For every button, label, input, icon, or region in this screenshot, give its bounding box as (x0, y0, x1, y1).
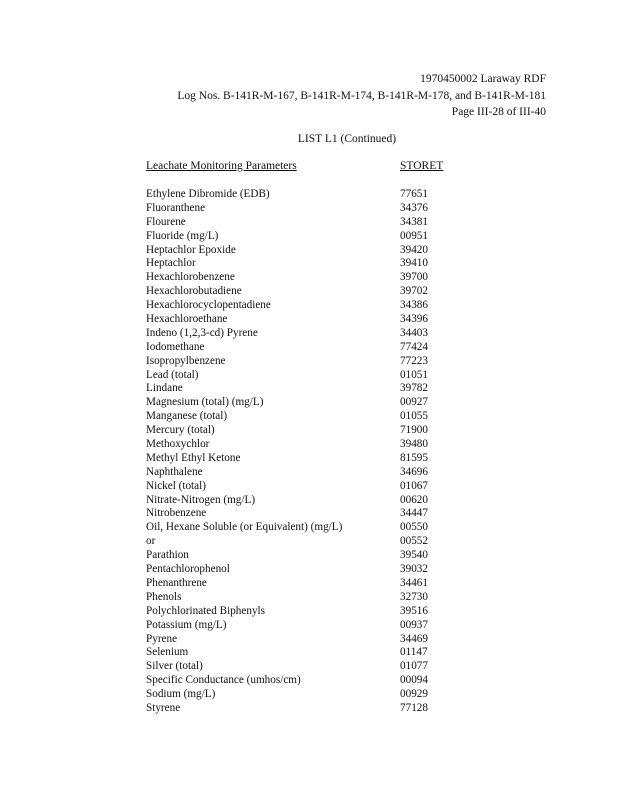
table-row (146, 452, 466, 466)
table-row (146, 410, 466, 424)
parameter-name: Hexachlorobutadiene (146, 285, 242, 298)
table-row (146, 605, 466, 619)
parameter-name: Parathion (146, 549, 189, 562)
storet-code: 34381 (400, 215, 428, 228)
table-row (146, 299, 466, 313)
table-row (146, 369, 466, 383)
storet-code: 01051 (400, 368, 428, 381)
parameter-name: Naphthalene (146, 465, 203, 478)
parameter-name: Heptachlor (146, 257, 196, 270)
table-row (146, 494, 466, 508)
parameter-name: Magnesium (total) (mg/L) (146, 396, 264, 409)
table-row (146, 688, 466, 702)
parameter-name: Potassium (mg/L) (146, 618, 227, 631)
parameter-name: Iodomethane (146, 340, 205, 353)
list-title: LIST L1 (Continued) (297, 133, 397, 145)
storet-code: 34403 (400, 326, 428, 339)
parameter-name: Specific Conductance (umhos/cm) (146, 674, 301, 687)
storet-code: 77424 (400, 340, 428, 353)
parameter-name: Lead (total) (146, 368, 199, 381)
table-row (146, 535, 466, 549)
table-row (146, 216, 466, 230)
storet-code: 01055 (400, 410, 428, 423)
parameter-name: Polychlorinated Biphenyls (146, 604, 266, 617)
table-row (146, 396, 466, 410)
parameter-name: Selenium (146, 646, 189, 659)
parameter-name: Nickel (total) (146, 479, 206, 492)
parameter-name: Hexachlorobenzene (146, 271, 235, 284)
parameter-name: Fluoride (mg/L) (146, 229, 219, 242)
storet-code: 39702 (400, 285, 428, 298)
storet-code: 39032 (400, 563, 428, 576)
parameter-name: Silver (total) (146, 660, 203, 673)
table-row (146, 271, 466, 285)
column-header-storet: STORET (400, 160, 444, 172)
parameter-name: Isopropylbenzene (146, 354, 226, 367)
table-row (146, 382, 466, 396)
table-row (146, 674, 466, 688)
storet-code: 77223 (400, 354, 428, 367)
parameter-name: Phenanthrene (146, 576, 207, 589)
table-row (146, 507, 466, 521)
storet-code: 77128 (400, 701, 428, 714)
storet-code: 77651 (400, 188, 428, 200)
parameter-name: Indeno (1,2,3-cd) Pyrene (146, 326, 258, 339)
table-row (146, 188, 466, 202)
parameter-name: Methyl Ethyl Ketone (146, 451, 241, 464)
table-row (146, 313, 466, 327)
parameter-name: Sodium (mg/L) (146, 688, 216, 701)
header-facility-id: 1970450002 Laraway RDF (420, 73, 546, 85)
storet-code: 00927 (400, 396, 428, 409)
table-row (146, 480, 466, 494)
storet-code: 34447 (400, 507, 428, 520)
storet-code: 39782 (400, 382, 428, 395)
storet-code: 34396 (400, 313, 428, 326)
parameter-name: Ethylene Dibromide (EDB) (146, 188, 270, 200)
storet-code: 39480 (400, 438, 428, 451)
parameter-name: Hexachloroethane (146, 313, 228, 326)
storet-code: 39410 (400, 257, 428, 270)
storet-code: 00552 (400, 535, 428, 548)
storet-code: 00094 (400, 674, 428, 687)
parameter-name: Hexachlorocyclopentadiene (146, 299, 271, 312)
parameter-name: Manganese (total) (146, 410, 228, 423)
parameter-list (146, 188, 466, 716)
storet-code: 32730 (400, 590, 428, 603)
table-row (146, 646, 466, 660)
table-row (146, 202, 466, 216)
storet-code: 34376 (400, 201, 428, 214)
table-row (146, 577, 466, 591)
table-row (146, 619, 466, 633)
parameter-name: Nitrate-Nitrogen (mg/L) (146, 493, 256, 506)
parameter-name: Oil, Hexane Soluble (or Equivalent) (mg/L) (146, 521, 343, 534)
table-row (146, 466, 466, 480)
table-row (146, 285, 466, 299)
storet-code: 71900 (400, 424, 428, 437)
table-row (146, 230, 466, 244)
table-row (146, 549, 466, 563)
storet-code: 39516 (400, 604, 428, 617)
storet-code: 00929 (400, 688, 428, 701)
storet-code: 00937 (400, 618, 428, 631)
table-row (146, 244, 466, 258)
table-row (146, 702, 466, 716)
header-log-numbers: Log Nos. B-141R-M-167, B-141R-M-174, B-141R-M-178, and B-141R-M-181 (177, 90, 546, 102)
storet-code: 00620 (400, 493, 428, 506)
parameter-name: Fluoranthene (146, 201, 206, 214)
storet-code: 34386 (400, 299, 428, 312)
storet-code: 00951 (400, 229, 428, 242)
table-row (146, 438, 466, 452)
column-header-parameter: Leachate Monitoring Parameters (146, 160, 297, 172)
table-row (146, 257, 466, 271)
parameter-name: Styrene (146, 701, 181, 714)
parameter-name: Flourene (146, 215, 186, 228)
table-row (146, 341, 466, 355)
parameter-name: Methoxychlor (146, 438, 210, 451)
parameter-name: Pyrene (146, 632, 178, 645)
storet-code: 00550 (400, 521, 428, 534)
parameter-name: or (146, 535, 156, 548)
parameter-name: Heptachlor Epoxide (146, 243, 236, 256)
storet-code: 34469 (400, 632, 428, 645)
table-row (146, 327, 466, 341)
storet-code: 01067 (400, 479, 428, 492)
storet-code: 39700 (400, 271, 428, 284)
storet-code: 34696 (400, 465, 428, 478)
storet-code: 01077 (400, 660, 428, 673)
parameter-name: Nitrobenzene (146, 507, 207, 520)
table-row (146, 424, 466, 438)
parameter-name: Lindane (146, 382, 183, 395)
table-row (146, 591, 466, 605)
storet-code: 81595 (400, 451, 428, 464)
table-row (146, 633, 466, 647)
parameter-name: Pentachlorophenol (146, 563, 230, 576)
parameter-name: Phenols (146, 590, 182, 603)
parameter-name: Mercury (total) (146, 424, 215, 437)
table-row (146, 521, 466, 535)
storet-code: 39540 (400, 549, 428, 562)
table-row (146, 563, 466, 577)
storet-code: 34461 (400, 576, 428, 589)
storet-code: 39420 (400, 243, 428, 256)
storet-code: 01147 (400, 646, 428, 659)
table-row (146, 660, 466, 674)
table-row (146, 355, 466, 369)
header-page-number: Page III-28 of III-40 (451, 106, 546, 118)
